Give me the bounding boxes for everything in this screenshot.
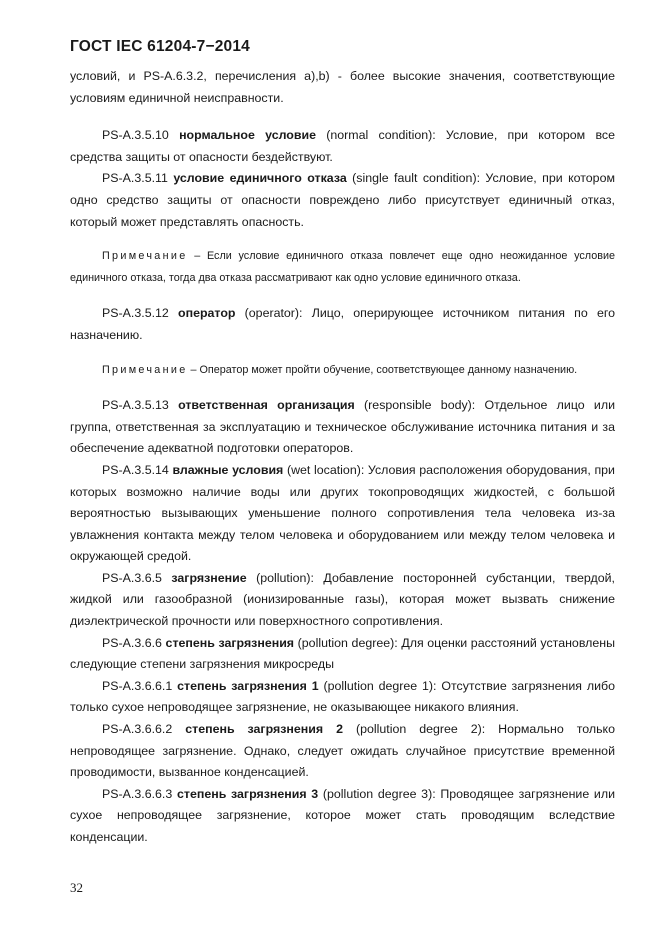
definition-text: (wet location): Условия расположения оборудования, при которых возможно наличие воды или других токопроводящих жидкостей, с большой вероятностью вызывающих уменьшение полного сопротивления тела человека из-за увлажнения контакта между телом человека и оборудованием или между телом человека и окружающей средой.	[70, 462, 615, 564]
note-label: Примечание	[102, 363, 188, 376]
clause-number: PS-A.3.5.12	[102, 306, 169, 321]
clause-number: PS-A.3.5.10	[102, 128, 169, 143]
definition-pollution	[70, 568, 615, 633]
note-single-fault	[70, 246, 615, 289]
definition-pollution-degree	[70, 633, 615, 676]
term: степень загрязнения 3	[176, 786, 319, 801]
definition-pollution-degree-2	[70, 719, 615, 784]
clause-number: PS-A.3.5.14	[102, 462, 169, 477]
clause-number: PS-A.3.5.11	[102, 171, 168, 186]
term: ответственная организация	[178, 398, 355, 413]
term: загрязнение	[171, 570, 247, 585]
definition-operator	[70, 303, 615, 346]
clause-number: PS-A.3.6.6.1	[102, 678, 173, 693]
definition-text: (pollution degree 1): Отсутствие загрязнения либо только сухое непроводящее загрязнение, не оказывающее никакого влияния.	[70, 678, 615, 715]
clause-number: PS-A.3.5.13	[102, 398, 169, 413]
definition-responsible-body	[70, 395, 615, 460]
definition-wet-location	[70, 460, 615, 568]
definition-text: (responsible body): Отдельное лицо или группа, ответственная за эксплуатацию и техническое обслуживание источника питания и за обеспечение адекватной подготовки операторов.	[70, 398, 615, 456]
note-label: Примечание	[102, 250, 188, 263]
definition-text: (pollution degree): Для оценки расстояний установлены следующие степени загрязнения микросреды	[70, 635, 615, 672]
term: степень загрязнения 2	[185, 722, 343, 737]
term: степень загрязнения	[165, 635, 295, 650]
clause-number: PS-A.3.6.6	[102, 635, 162, 650]
note-text: – Оператор может пройти обучение, соответствующее данному назначению.	[187, 363, 578, 376]
definition-normal-condition	[70, 125, 615, 168]
note-operator	[70, 360, 615, 382]
definition-text: (single fault condition): Условие, при котором одно средство защиты от опасности повреждено либо присутствует единичный отказ, который может представлять опасность.	[70, 171, 615, 229]
definition-text: (pollution degree 3): Проводящее загрязнение или сухое непроводящее загрязнение, которое может стать проводящим вследствие конденсации.	[70, 786, 616, 844]
page-number: 32	[70, 880, 83, 895]
term: влажные условия	[172, 462, 284, 477]
clause-number: PS-A.3.6.5	[102, 570, 162, 585]
definition-single-fault-condition	[70, 168, 615, 233]
definition-pollution-degree-3	[70, 784, 615, 849]
intro-paragraph: условий, и PS-A.6.3.2, перечисления a),b) - более высокие значения, соответствующие условиям единичной неисправности.	[70, 69, 615, 105]
clause-number: PS-A.3.6.6.3	[102, 786, 173, 801]
clause-number: PS-A.3.6.6.2	[102, 722, 173, 737]
document-header: ГОСТ IEC 61204-7−2014	[70, 38, 250, 55]
term: условие единичного отказа	[173, 171, 347, 186]
definition-pollution-degree-1	[70, 676, 615, 719]
page-body	[70, 66, 615, 849]
term: степень загрязнения 1	[177, 678, 319, 693]
definition-text: (operator): Лицо, оперирующее источником питания по его назначению.	[70, 306, 615, 342]
definition-text: (normal condition): Условие, при котором все средства защиты от опасности бездействуют.	[70, 128, 615, 164]
note-text: – Если условие единичного отказа повлечет еще одно неожиданное условие единичного отказа, тогда два отказа рассматривают как одно условие единичного отказа.	[70, 250, 615, 284]
term: нормальное условие	[179, 128, 316, 143]
definition-text: (pollution degree 2): Нормально только непроводящее загрязнение. Однако, следует ожидать случайное присутствие временной проводимости, вызванное конденсацией.	[70, 722, 616, 780]
definition-text: (pollution): Добавление посторонней субстанции, твердой, жидкой или газообразной (ионизированные газы), которая может вызвать снижение диэлектрической прочности или поверхностного сопротивления.	[70, 570, 615, 629]
term: оператор	[178, 306, 236, 321]
